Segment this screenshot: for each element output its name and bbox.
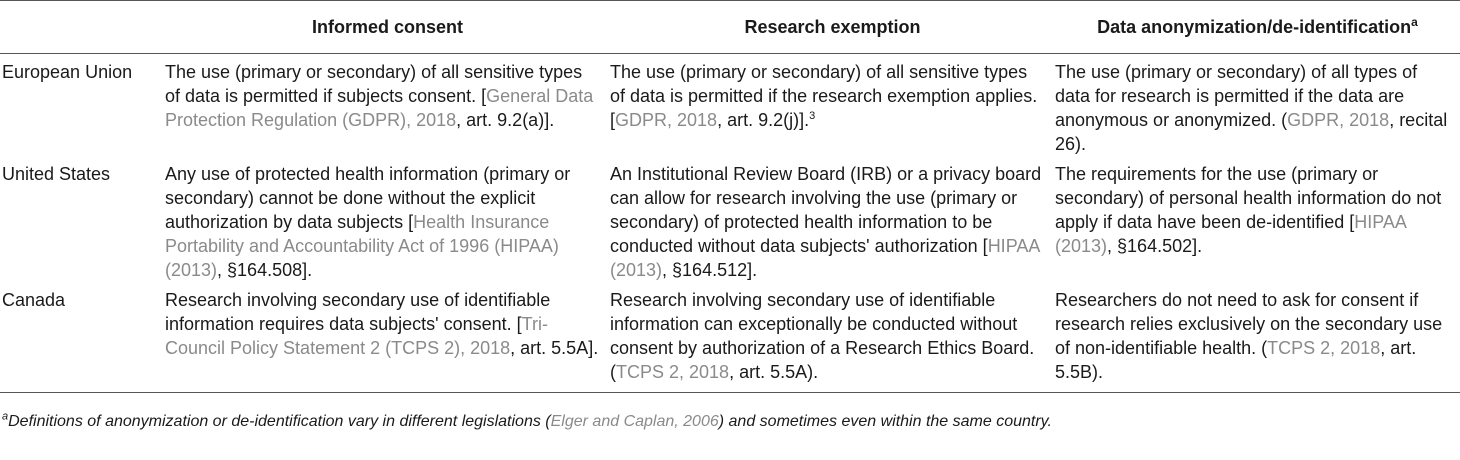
cell-text: Research involving secondary use of identifiable information can exceptionally be conducted without consent by authorization of a Research Ethics Board. ( [610, 290, 1035, 382]
citation-link[interactable]: Tri-Council Policy Statement 2 (TCPS 2), 2018 [165, 314, 548, 358]
cell-text: The use (primary or secondary) of all sensitive types of data is permitted if the research exemption applies. [ [610, 62, 1038, 130]
footnote-text: Definitions of anonymization or de-identification vary in different legislations ( [8, 413, 551, 430]
consent-cell [165, 54, 610, 157]
consent-cell [165, 282, 610, 393]
cell-text: , §164.512]. [662, 260, 758, 280]
citation-link[interactable]: Health Insurance Portability and Accountability Act of 1996 (HIPAA) (2013) [165, 212, 559, 280]
header-informed-consent: Informed consent [165, 1, 610, 54]
consent-cell [165, 156, 610, 282]
header-research-exemption: Research exemption [610, 1, 1055, 54]
citation-link[interactable]: TCPS 2, 2018 [616, 362, 730, 382]
table-row-us [0, 156, 1460, 282]
exemption-cell [610, 54, 1055, 157]
cell-text: , art. 5.5A). [729, 362, 819, 382]
footnote-marker: a [1411, 15, 1418, 29]
citation-link[interactable]: General Data Protection Regulation (GDPR), 2018 [165, 86, 594, 130]
anonymization-cell [1055, 282, 1460, 393]
header-data-anonymization [1055, 1, 1460, 54]
country-cell: United States [2, 164, 111, 184]
cell-text: , art. 9.2(a)]. [456, 110, 555, 130]
cell-text: , recital 26). [1055, 110, 1448, 154]
header-row [0, 1, 1460, 54]
cell-text: , §164.508]. [217, 260, 313, 280]
footnote-marker: a [2, 410, 9, 423]
citation-link[interactable]: HIPAA (2013) [610, 236, 1040, 280]
cell-text: The requirements for the use (primary or secondary) of personal health information do not apply if data have been de-identified [ [1055, 164, 1442, 232]
citation-link[interactable]: HIPAA (2013) [1055, 212, 1406, 256]
footnote-text: ) and sometimes even within the same country. [718, 413, 1052, 430]
cell-text: , §164.502]. [1107, 236, 1203, 256]
cell-text: Researchers do not need to ask for consent if research relies exclusively on the secondary use of non-identifiable health. ( [1055, 290, 1443, 358]
cell-text: An Institutional Review Board (IRB) or a privacy board can allow for research involving the use (primary or secondary) of protected health information to be conducted without data subjects' authorization [ [610, 164, 1042, 256]
citation-link[interactable]: TCPS 2, 2018 [1267, 338, 1381, 358]
table-row-canada [0, 282, 1460, 393]
cell-text: , art. 5.5B). [1055, 338, 1417, 382]
header-empty [0, 1, 165, 54]
cell-text: The use (primary or secondary) of all sensitive types of data is permitted if subjects consent. [ [165, 62, 583, 106]
cell-text: , art. 5.5A]. [510, 338, 599, 358]
exemption-cell [610, 282, 1055, 393]
footnote-ref[interactable]: 3 [809, 110, 816, 122]
cell-text: The use (primary or secondary) of all types of data for research is permitted if the data are anonymous or anonymized. ( [1055, 62, 1418, 130]
header-data-anonymization-label: Data anonymization/de-identification [1097, 17, 1412, 37]
cell-text: Research involving secondary use of identifiable information requires data subjects' consent. [ [165, 290, 551, 334]
cell-text: , art. 9.2(j)]. [717, 110, 810, 130]
cell-text: Any use of protected health information (primary or secondary) cannot be done without the explicit authorization by data subjects [ [165, 164, 571, 232]
citation-link[interactable]: GDPR, 2018 [615, 110, 718, 130]
citation-link[interactable]: Elger and Caplan, 2006 [550, 413, 719, 430]
country-cell: European Union [2, 62, 133, 82]
country-cell: Canada [0, 282, 165, 393]
citation-link[interactable]: GDPR, 2018 [1287, 110, 1390, 130]
table-footnote [2, 412, 1452, 432]
table-row-eu [0, 54, 1460, 157]
anonymization-cell [1055, 54, 1460, 157]
anonymization-cell [1055, 156, 1460, 282]
exemption-cell [610, 156, 1055, 282]
